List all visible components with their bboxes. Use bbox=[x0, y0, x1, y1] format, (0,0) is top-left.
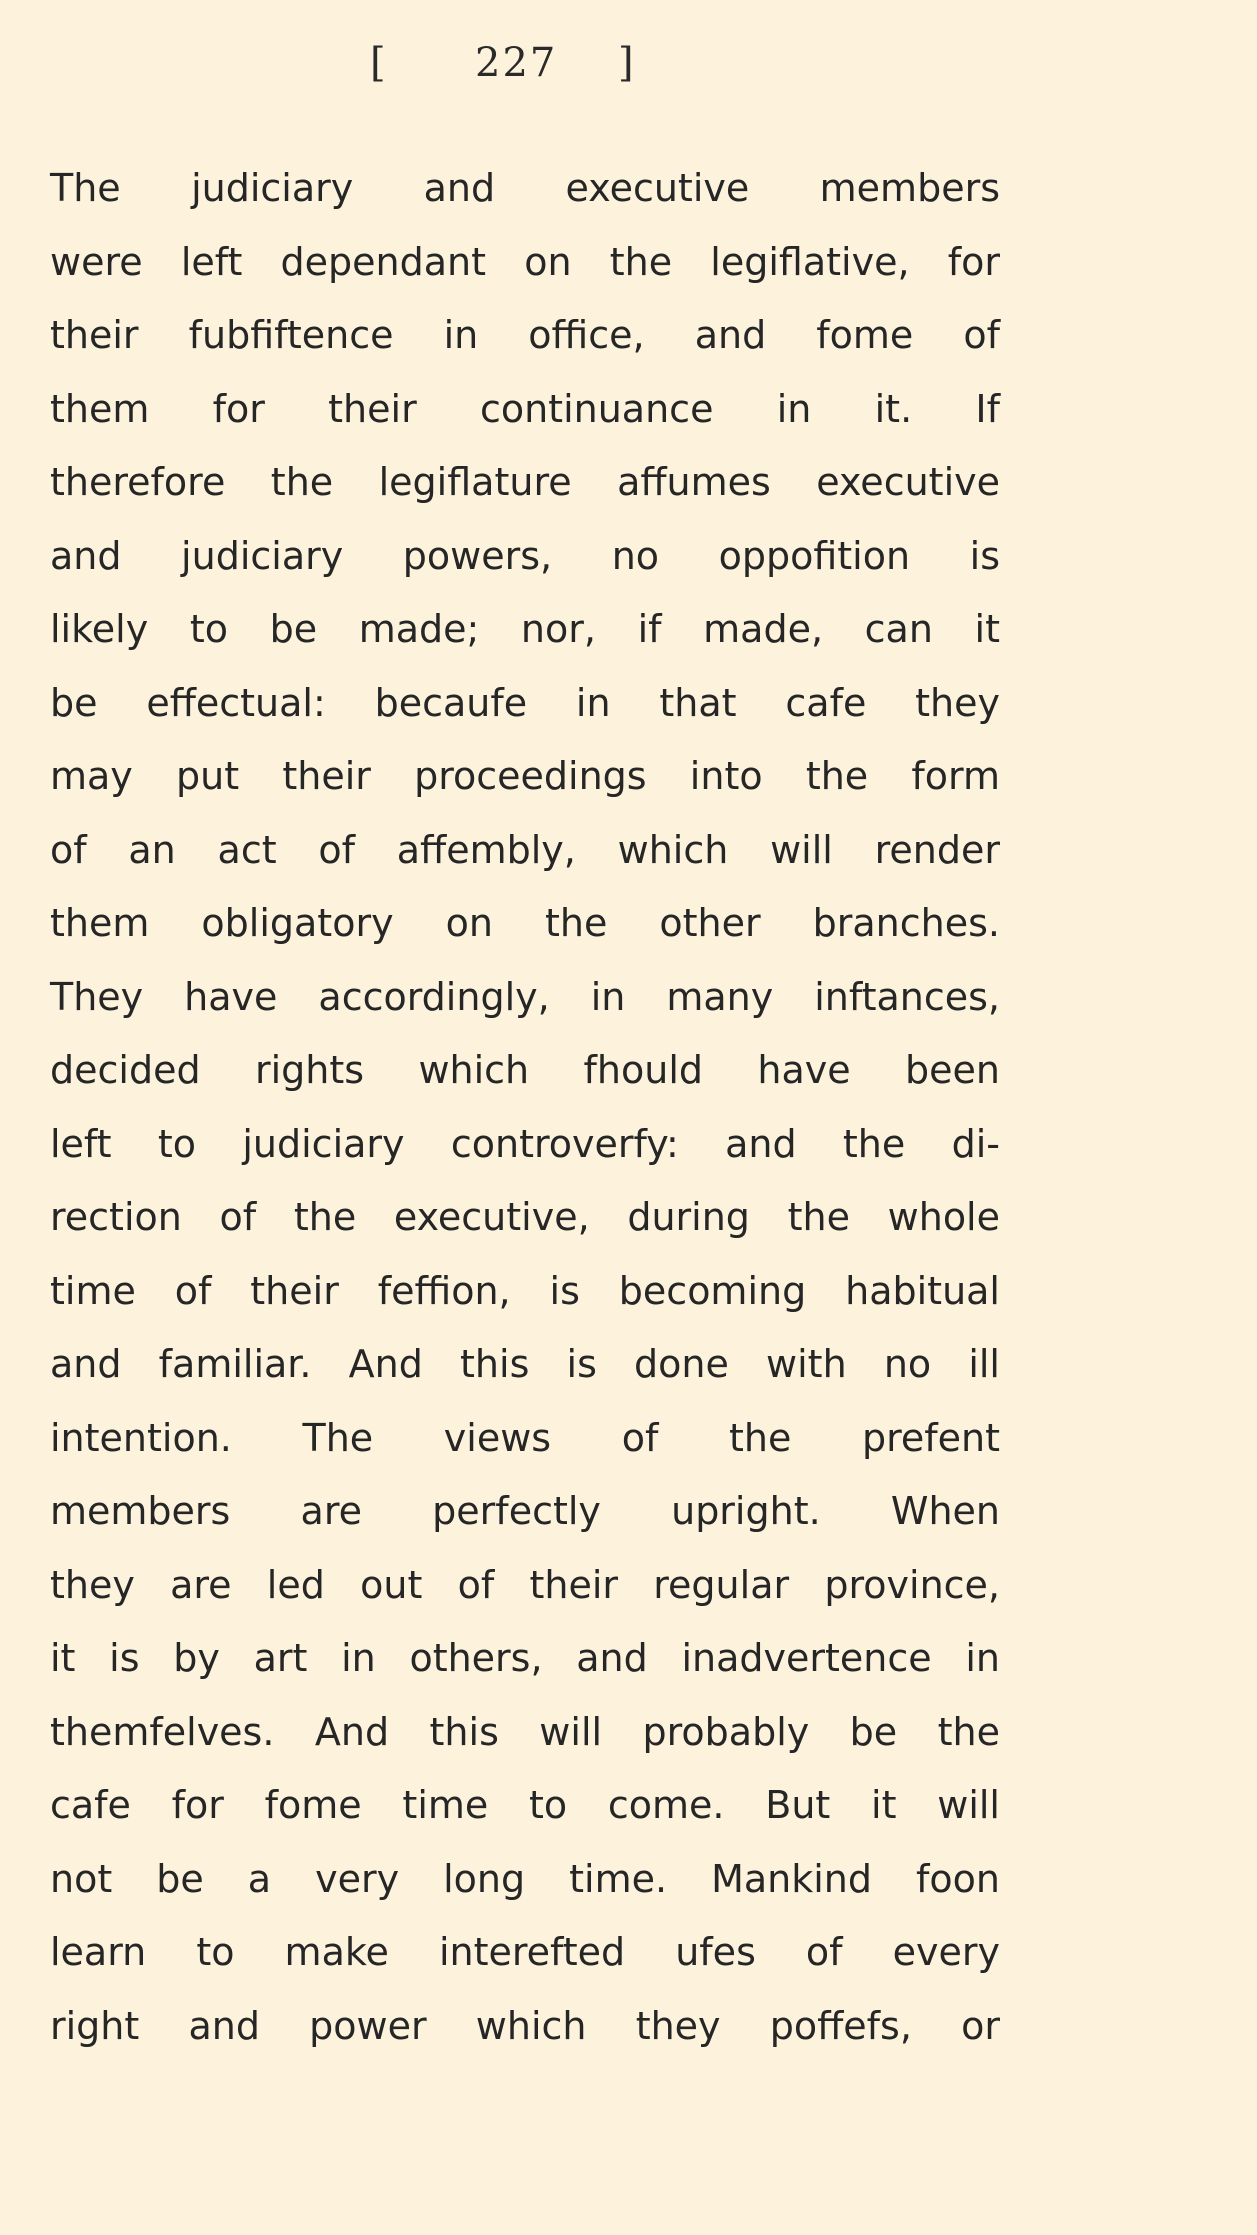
text-line: The judiciary and executive members bbox=[50, 166, 1000, 210]
text-line: time of their feffion, is becoming habitual bbox=[50, 1268, 1000, 1313]
text-line: not be a very long time. Mankind foon bbox=[50, 1856, 1000, 1901]
text-line: themfelves. And this will probably be the bbox=[50, 1709, 1000, 1754]
page-number: 227 bbox=[475, 40, 558, 86]
header-bracket-right: ] bbox=[618, 40, 636, 86]
text-line: may put their proceedings into the form bbox=[50, 754, 1000, 798]
text-line: and judiciary powers, no oppofition is bbox=[50, 533, 1000, 578]
text-line: members are perfectly upright. When bbox=[50, 1489, 1000, 1533]
text-line: cafe for fome time to come. But it will bbox=[50, 1783, 1000, 1827]
text-line: learn to make interefted ufes of every bbox=[50, 1930, 1000, 1974]
text-line: therefore the legiflature affumes executive bbox=[50, 460, 1000, 504]
text-line: them for their continuance in it. If bbox=[50, 386, 1000, 431]
text-line: rection of the executive, during the whole bbox=[50, 1195, 1000, 1239]
text-line: decided rights which fhould have been bbox=[50, 1048, 1000, 1092]
text-line: of an act of affembly, which will render bbox=[50, 827, 1000, 872]
text-line: be effectual: becaufe in that cafe they bbox=[50, 680, 1000, 725]
text-line: intention. The views of the prefent bbox=[50, 1415, 1000, 1460]
text-line: them obligatory on the other branches. bbox=[50, 901, 1000, 945]
text-line: They have accordingly, in many inftances, bbox=[50, 974, 1000, 1019]
text-line: they are led out of their regular province, bbox=[50, 1562, 1000, 1607]
text-line: were left dependant on the legiflative, for bbox=[50, 239, 1000, 284]
body-text bbox=[50, 152, 1000, 2063]
text-line: and familiar. And this is done with no ill bbox=[50, 1342, 1000, 1386]
text-line: it is by art in others, and inadvertence in bbox=[50, 1636, 1000, 1680]
text-line: likely to be made; nor, if made, can it bbox=[50, 607, 1000, 651]
text-line: right and power which they poffefs, or bbox=[50, 2003, 1000, 2048]
text-line: left to judiciary controverfy: and the di- bbox=[50, 1121, 1000, 1166]
text-line: their fubfiftence in office, and fome of bbox=[50, 313, 1000, 357]
header-bracket-left: [ bbox=[370, 40, 388, 86]
